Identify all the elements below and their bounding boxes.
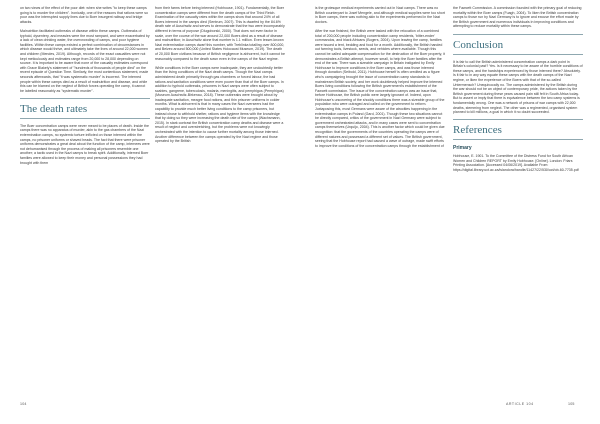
- body-paragraph: After the war finished, the British were tasked with the relocation of a combined total of 200,000 people including concentration camp residents, 'bitter-ender' commandos, and black Africans (Bogers, 2004). Upon leaving the camp, families were issued a tent, bedding and food for a month. Additionally, the British handed out farming tools, livestock, seeds, and vehicles where available. Though this cannot be called adequate compensation for the destruction of the Boer property, it demonstrates a British attempt, however small, to help the Boer families after the end of the war. There was a sizeable campaign in Britain instigated by Emily Hobhouse to improve conditions in the Boer camps, and was those interned through donation (Seibold, 2011). Hobhouse herself is often credited as a figure who's campaigning brought the issue of concentration camp standards to mainstream British society, and her work doubtlessly helped improve the interned Boers living conditions following the British government's establishment of the Fawcett commission. The issue of the concentration camps was an issue that, before Hobhouse, the British public were largely ignorant of. Indeed, upon Hobhouse's uncovering of the shoddy conditions there was a sizeable group of the population who were outraged and called on the government to reform. Juxtaposing this, most Germans were aware of the atrocities happening in the extermination camps in Poland (Gard, 2001). Though these two situations cannot be directly compared, critics of the government in Nazi Germany were subject to government orchestrated attacks, and in many cases were sent to concentration camps themselves (Urquijo, 2004). This is another factor which could be given due recognition: that the governments of the countries operating the camps were of different natures and possessed a different set of values. The British government, seeing that the Hobhouse report had caused a wave of outrage, made swift efforts to improve the conditions of the concentration camps through the establishment of: [315, 28, 445, 148]
- column-4: [453, 6, 583, 177]
- column-3: [315, 6, 445, 153]
- section-heading-death-rates: The death rates: [20, 98, 150, 119]
- body-paragraph: While conditions in the Boer camps were inadequate, they are undoubtedly better than the living conditions of the Nazi death camps. Though the Nazi camps administered death primarily through gas chambers or forced labour, the bad rations and sanitation conditions were even poorer than that of the Boer camps. In addition to typhoid outbreaks, prisoners in Nazi camps were often subject to scabies, gangrene, tuberculosis, malaria, meningitis, and pemphigus (Pemphigus) (Museum Auschwitz-Birkenau, 2018). These outbreaks were brought about by inadequate sanitation, meagre food rations, and thin prisoner uniforms in colder months. What is abhorrent is that in many cases the Nazi overseers had the capability to provide much better living conditions to the camp prisoners, but instead chose to withhold shelter, rations and hygiene items with the knowledge that by doing so they were increasing the death rate of the camps (Wachsmann, 2015). In stark contrast the British concentration camp deaths and disease were a result of neglect and overstretching, but the problems were not knowingly orchestrated with the intention to cause further mortality among those interned. Another difference between the camps operated by the Nazi regime and those operated by the British: [155, 65, 284, 144]
- column-1: [20, 6, 150, 170]
- page-number-right: 105: [568, 402, 575, 406]
- body-paragraph: Malnutrition facilitated outbreaks of disease within these camps. Outbreaks of typhoid, dysentery, and measles were the most rampant, and were exacerbated by a lack of clean drinking water, the overcrowding of camps, and poor hygiene facilities. Within these camps existed a perfect combination of circumstances in which disease would thrive, and ultimately take the lives of around 22,000 women and children (Mendes, 2019). Although, records of the exact casualties were not kept meticulously and estimates range from 20,000 to 28,000 depending on source. It is important to be aware that none of the casualty estimates correspond with Grace Blakely's statement of "hundreds of thousands of people died" on the recent episode of Question Time. Similarly, the most contentious statement, made seconds afterwards, that "it was systematic murder" is incorrect. The interned people within these camps died as a result of malnutrition and disease, and while this can be blamed on the neglect of British forces operating the camp, it cannot be labelled reasonably as "systematic murder".: [20, 28, 150, 93]
- running-footer-journal: ARTICLE 104: [506, 402, 534, 406]
- page-number-left: 104: [20, 402, 27, 406]
- body-paragraph: It is fair to call the British administered concentration camps a dark point in Britain's colonial past? Yes. Is it necessary to be aware of the horrible conditions of these camps, and the hardships experienced by those interned there? Absolutely. Is it fair to in any way equate these camps with the death camps of the Nazi regime, or liken the experience of the Boers with that of the so-called Untermensch? Unequivocally no. The camps administered by the British during the war should not be an object of contemporary pride, the actions taken by the British government during these years caused pain still felt in South Africa today. But to assert or imply that there is equivalence between the two camp systems is fundamentally wrong. One was a network of prisons of war camps with 22,000 deaths, stemming from neglect. The other was a regimented, organised system planned to kill millions, a goal in which it no doubt succeeded.: [453, 59, 583, 115]
- section-heading-conclusion: Conclusion: [453, 34, 583, 55]
- references-subheading-primary: Primary: [453, 145, 472, 152]
- body-paragraph: from their farms before being interned (Hobhouse, 1901). Fundamentally, the Boer concentration camps were different from the death camps of the Third Reich. Examination of the casualty rates within the camps show that around 24% of all Boers interned in the camps died (Sentrum, 2007). This is dwarfed by the 84.6% death rate of Auschwitz and serves to demonstrate that the two were incomparably different in terms of purpose (Dlugoborski, 2000). That does not even factor in scale, over the course of the war around 22,000 Boers died as a result of disease and malnutrition; in Auschwitz alone that number is 1.1 million. Even lesser-known Nazi extermination camps dwarf this number, with Treblinka totalling over 800,000, and Belzec around 500,000 (United States Holocaust Museum, 2019). The death of 20,000 Boer civilians because of British negligence is abhorrent, but it cannot be reasonably compared to the death sown even in the camps of the Nazi regime.: [155, 6, 285, 61]
- body-paragraph: the Fawcett Commission. A commission founded with the primary goal of reducing mortality within the Boer camps (Fuagh, 2004). To liken the British concentration camps to those run by Nazi Germany is to ignore and excuse the effort made by the British government and numerous individuals in improving conditions and attempting to reduce mortality within these camps.: [453, 6, 582, 29]
- section-heading-references: References: [453, 119, 583, 140]
- body-paragraph: is the grotesque medical experiments carried out in Nazi camps. There was no British counterpart to Josef Mengele, and although medical supplies were too short in Boer camps, there was nothing akin to the experiments performed in the Nazi doctors.: [315, 6, 445, 24]
- reference-item: Hobhouse, E. 1901. To the Committee of the Distress Fund for South African Women and Children REPORT by Emily Hobhouse. [Online]. London: Friars Printing Association. [Accessed 04/06/2019]. Available From: https://digital.library.uct.ac.za/islandora/handle/11427/22/530/uct/ob-60-7735.pdf: [453, 154, 579, 173]
- body-paragraph: on two views of the effect of the poor diet: when she writes "to keep these camps going is to murder the children". Ironically, one of the reasons that rations were so poor was the interrupted supply lines due to Boer insurgent railway and bridge attacks.: [20, 6, 148, 24]
- column-2: [155, 6, 285, 148]
- body-paragraph: The Boer concentration camps were never meant to be places of death. Inside the camps there was no apparatus of murder, akin to the gas chambers of the Nazi extermination camps, no systemic torture inflicted on those interned within the camps, no prisoner uniforms or shaved heads. The fact that there were prisoner uniforms demonstrates a great deal about the function of the camp, internees were not dehumanised through the process of making all prisoners resemble one another; a tactic used in the Nazi camps to break spirit. Additionally, interned Boer families were allowed to keep their money and personal possessions they had brought with them: [20, 123, 150, 165]
